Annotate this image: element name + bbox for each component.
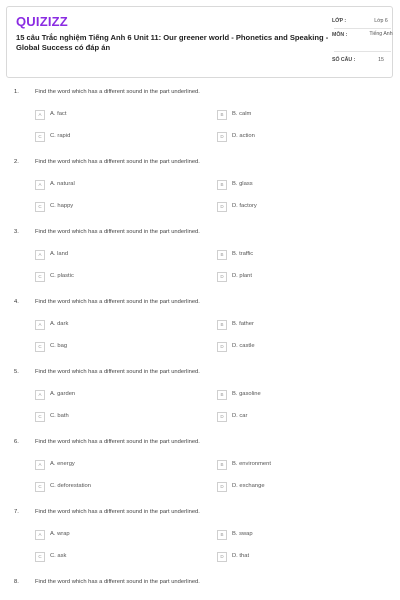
option-letter-box: C xyxy=(35,202,45,212)
question-text: Find the word which has a different sound in the part underlined. xyxy=(35,159,200,165)
option-letter-box: B xyxy=(217,110,227,120)
option-letter-box: B xyxy=(217,250,227,260)
option-text: C. plastic xyxy=(50,273,74,279)
question-number: 8. xyxy=(14,579,19,585)
option-letter-box: B xyxy=(217,390,227,400)
option-letter-box: D xyxy=(217,342,227,352)
option-letter-box: D xyxy=(217,132,227,142)
option-text: A. garden xyxy=(50,391,76,397)
question-text: Find the word which has a different sound in the part underlined. xyxy=(35,89,200,95)
option-text: C. bag xyxy=(50,343,68,349)
option-letter-box: D xyxy=(217,412,227,422)
option-text: B. traffic xyxy=(232,251,254,257)
quizizz-logo: QUIZIZZ xyxy=(16,14,68,29)
option-text: A. natural xyxy=(50,181,75,187)
question-text: Find the word which has a different sound in the part underlined. xyxy=(35,299,200,305)
option-text: A. energy xyxy=(50,461,75,467)
option-text: A. dark xyxy=(50,321,69,327)
subject-value: Tiếng Anh xyxy=(369,31,393,37)
option-text: B. swap xyxy=(232,531,253,537)
option-letter-box: B xyxy=(217,530,227,540)
option-text: C. deforestation xyxy=(50,483,91,489)
question-number: 5. xyxy=(14,369,19,375)
question-number: 2. xyxy=(14,159,19,165)
meta-divider xyxy=(334,51,391,52)
option-letter-box: D xyxy=(217,202,227,212)
option-letter-box: D xyxy=(217,552,227,562)
question-text: Find the word which has a different sound in the part underlined. xyxy=(35,369,200,375)
option-text: D. plant xyxy=(232,273,252,279)
option-text: C. rapid xyxy=(50,133,71,139)
option-letter-box: C xyxy=(35,342,45,352)
option-letter-box: C xyxy=(35,482,45,492)
question-number: 1. xyxy=(14,89,19,95)
option-letter-box: B xyxy=(217,320,227,330)
option-letter-box: A xyxy=(35,320,45,330)
option-text: D. castle xyxy=(232,343,255,349)
option-letter-box: C xyxy=(35,272,45,282)
question-number: 7. xyxy=(14,509,19,515)
option-text: B. glass xyxy=(232,181,253,187)
question-count-label: SỐ CÂU : xyxy=(332,57,356,63)
option-letter-box: A xyxy=(35,530,45,540)
option-letter-box: A xyxy=(35,180,45,190)
option-text: B. calm xyxy=(232,111,252,117)
question-text: Find the word which has a different sound in the part underlined. xyxy=(35,439,200,445)
option-text: D. that xyxy=(232,553,250,559)
question-number: 3. xyxy=(14,229,19,235)
option-letter-box: A xyxy=(35,460,45,470)
option-letter-box: D xyxy=(217,272,227,282)
option-text: D. exchange xyxy=(232,483,265,489)
option-text: C. bath xyxy=(50,413,69,419)
meta-divider xyxy=(334,28,391,29)
option-letter-box: D xyxy=(217,482,227,492)
option-text: D. factory xyxy=(232,203,257,209)
option-text: C. happy xyxy=(50,203,74,209)
question-text: Find the word which has a different sound in the part underlined. xyxy=(35,229,200,235)
option-text: A. wrap xyxy=(50,531,70,537)
option-letter-box: B xyxy=(217,180,227,190)
quiz-header xyxy=(6,6,393,78)
option-letter-box: A xyxy=(35,250,45,260)
option-text: D. car xyxy=(232,413,248,419)
option-letter-box: B xyxy=(217,460,227,470)
question-count-value: 15 xyxy=(378,57,384,63)
question-text: Find the word which has a different sound in the part underlined. xyxy=(35,509,200,515)
quiz-title: 15 câu Trắc nghiệm Tiếng Anh 6 Unit 11: Our greener world - Phonetics and Speaking - Global Success có đáp án xyxy=(16,33,329,52)
subject-label: MÔN : xyxy=(332,32,348,38)
option-letter-box: A xyxy=(35,110,45,120)
question-number: 4. xyxy=(14,299,19,305)
option-text: B. father xyxy=(232,321,254,327)
question-text: Find the word which has a different sound in the part underlined. xyxy=(35,579,200,585)
option-text: B. environment xyxy=(232,461,271,467)
option-text: D. action xyxy=(232,133,255,139)
option-text: C. ask xyxy=(50,553,67,559)
question-number: 6. xyxy=(14,439,19,445)
option-letter-box: C xyxy=(35,132,45,142)
option-text: B. gasoline xyxy=(232,391,261,397)
option-letter-box: C xyxy=(35,552,45,562)
option-text: A. land xyxy=(50,251,69,257)
option-letter-box: C xyxy=(35,412,45,422)
option-text: A. fact xyxy=(50,111,67,117)
class-label: LỚP : xyxy=(332,18,347,24)
class-value: Lớp 6 xyxy=(374,18,388,24)
option-letter-box: A xyxy=(35,390,45,400)
